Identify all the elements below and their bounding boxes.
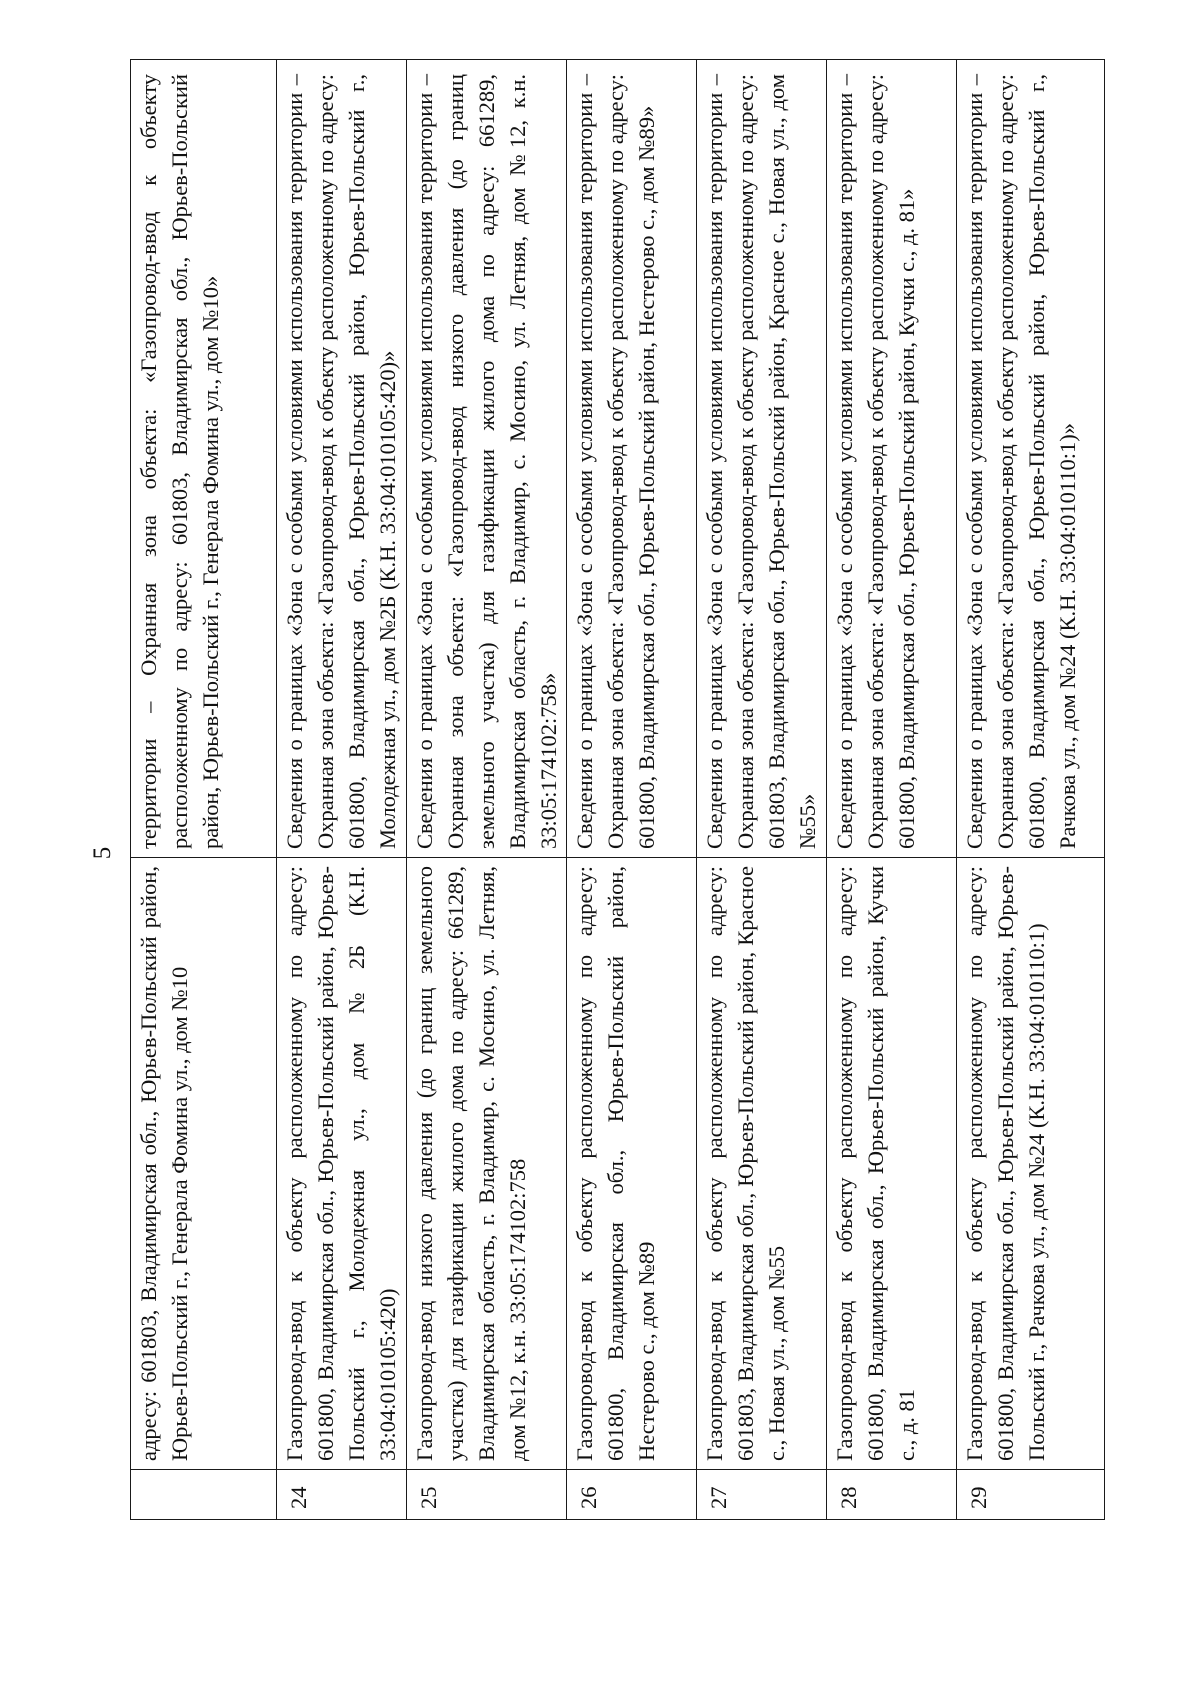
table-row — [407, 60, 567, 1520]
zone-description: территории – Охранная зона объекта: «Газопровод-ввод к объекту расположенному по адресу: 601803, Владимирская обл., Юрьев-Польский район, Юрьев-Польский г., Генерала Фомина ул., дом №10» — [131, 60, 277, 858]
row-number: 25 — [407, 1470, 567, 1520]
zone-description: Сведения о границах «Зона с особыми условиями использования территории – Охранная зона объекта: «Газопровод-ввод к объекту расположенному по адресу: 601800, Владимирская обл., Юрьев-Польский район, Юрьев-Польский г., Молодежная ул., дом №2Б (К.Н. 33:04:010105:420)» — [277, 60, 407, 858]
zone-description: Сведения о границах «Зона с особыми условиями использования территории – Охранная зона объекта: «Газопровод-ввод к объекту расположенному по адресу: 601800, Владимирская обл., Юрьев-Польский район, Кучки с., д. 81» — [827, 60, 957, 858]
row-number — [131, 1470, 277, 1520]
rotated-table-frame — [130, 60, 1080, 1520]
object-description: адресу: 601803, Владимирская обл., Юрьев-Польский район, Юрьев-Польский г., Генерала Фомина ул., дом №10 — [131, 858, 277, 1470]
zone-description: Сведения о границах «Зона с особыми условиями использования территории – Охранная зона объекта: «Газопровод-ввод к объекту расположенному по адресу: 601803, Владимирская обл., Юрьев-Польский район, Красное с., Новая ул., дом №55» — [697, 60, 827, 858]
object-description: Газопровод-ввод к объекту расположенному по адресу: 601800, Владимирская обл., Юрьев-Польский район, Кучки с., д. 81 — [827, 858, 957, 1470]
zones-table — [130, 59, 1105, 1520]
row-number: 28 — [827, 1470, 957, 1520]
row-number: 26 — [567, 1470, 697, 1520]
zone-description: Сведения о границах «Зона с особыми условиями использования территории – Охранная зона объекта: «Газопровод-ввод к объекту расположенному по адресу: 601800, Владимирская обл., Юрьев-Польский район, Юрьев-Польский г., Рачкова ул., дом №24 (К.Н. 33:04:010110:1)» — [957, 60, 1105, 858]
table-row — [957, 60, 1105, 1520]
row-number: 24 — [277, 1470, 407, 1520]
object-description: Газопровод-ввод низкого давления (до границ земельного участка) для газификации жилого дома по адресу: 661289, Владимирская область, г. Владимир, с. Мосино, ул. Летняя, дом №12, к.н. 33:05:174102:758 — [407, 858, 567, 1470]
table-row — [567, 60, 697, 1520]
object-description: Газопровод-ввод к объекту расположенному по адресу: 601800, Владимирская обл., Юрьев-Польский район, Юрьев-Польский г., Молодежная ул., дом №2Б (К.Н. 33:04:010105:420) — [277, 858, 407, 1470]
zone-description: Сведения о границах «Зона с особыми условиями использования территории – Охранная зона объекта: «Газопровод-ввод низкого давления (до границ земельного участка) для газификации жилого дома по адресу: 661289, Владимирская область, г. Владимир, с. Мосино, ул. Летняя, дом №12, к.н. 33:05:174102:758» — [407, 60, 567, 858]
object-description: Газопровод-ввод к объекту расположенному по адресу: 601800, Владимирская обл., Юрьев-Польский район, Нестерово с., дом №89 — [567, 858, 697, 1470]
row-number: 29 — [957, 1470, 1105, 1520]
table-row — [131, 60, 277, 1520]
zone-description: Сведения о границах «Зона с особыми условиями использования территории – Охранная зона объекта: «Газопровод-ввод к объекту расположенному по адресу: 601800, Владимирская обл., Юрьев-Польский район, Нестерово с., дом №89» — [567, 60, 697, 858]
table-row — [277, 60, 407, 1520]
object-description: Газопровод-ввод к объекту расположенному по адресу: 601800, Владимирская обл., Юрьев-Польский район, Юрьев-Польский г., Рачкова ул., дом №24 (К.Н. 33:04:010110:1) — [957, 858, 1105, 1470]
object-description: Газопровод-ввод к объекту расположенному по адресу: 601803, Владимирская обл., Юрьев-Польский район, Красное с., Новая ул., дом №55 — [697, 858, 827, 1470]
row-number: 27 — [697, 1470, 827, 1520]
page-number: 5 — [89, 846, 116, 860]
table-row — [827, 60, 957, 1520]
table-row — [697, 60, 827, 1520]
